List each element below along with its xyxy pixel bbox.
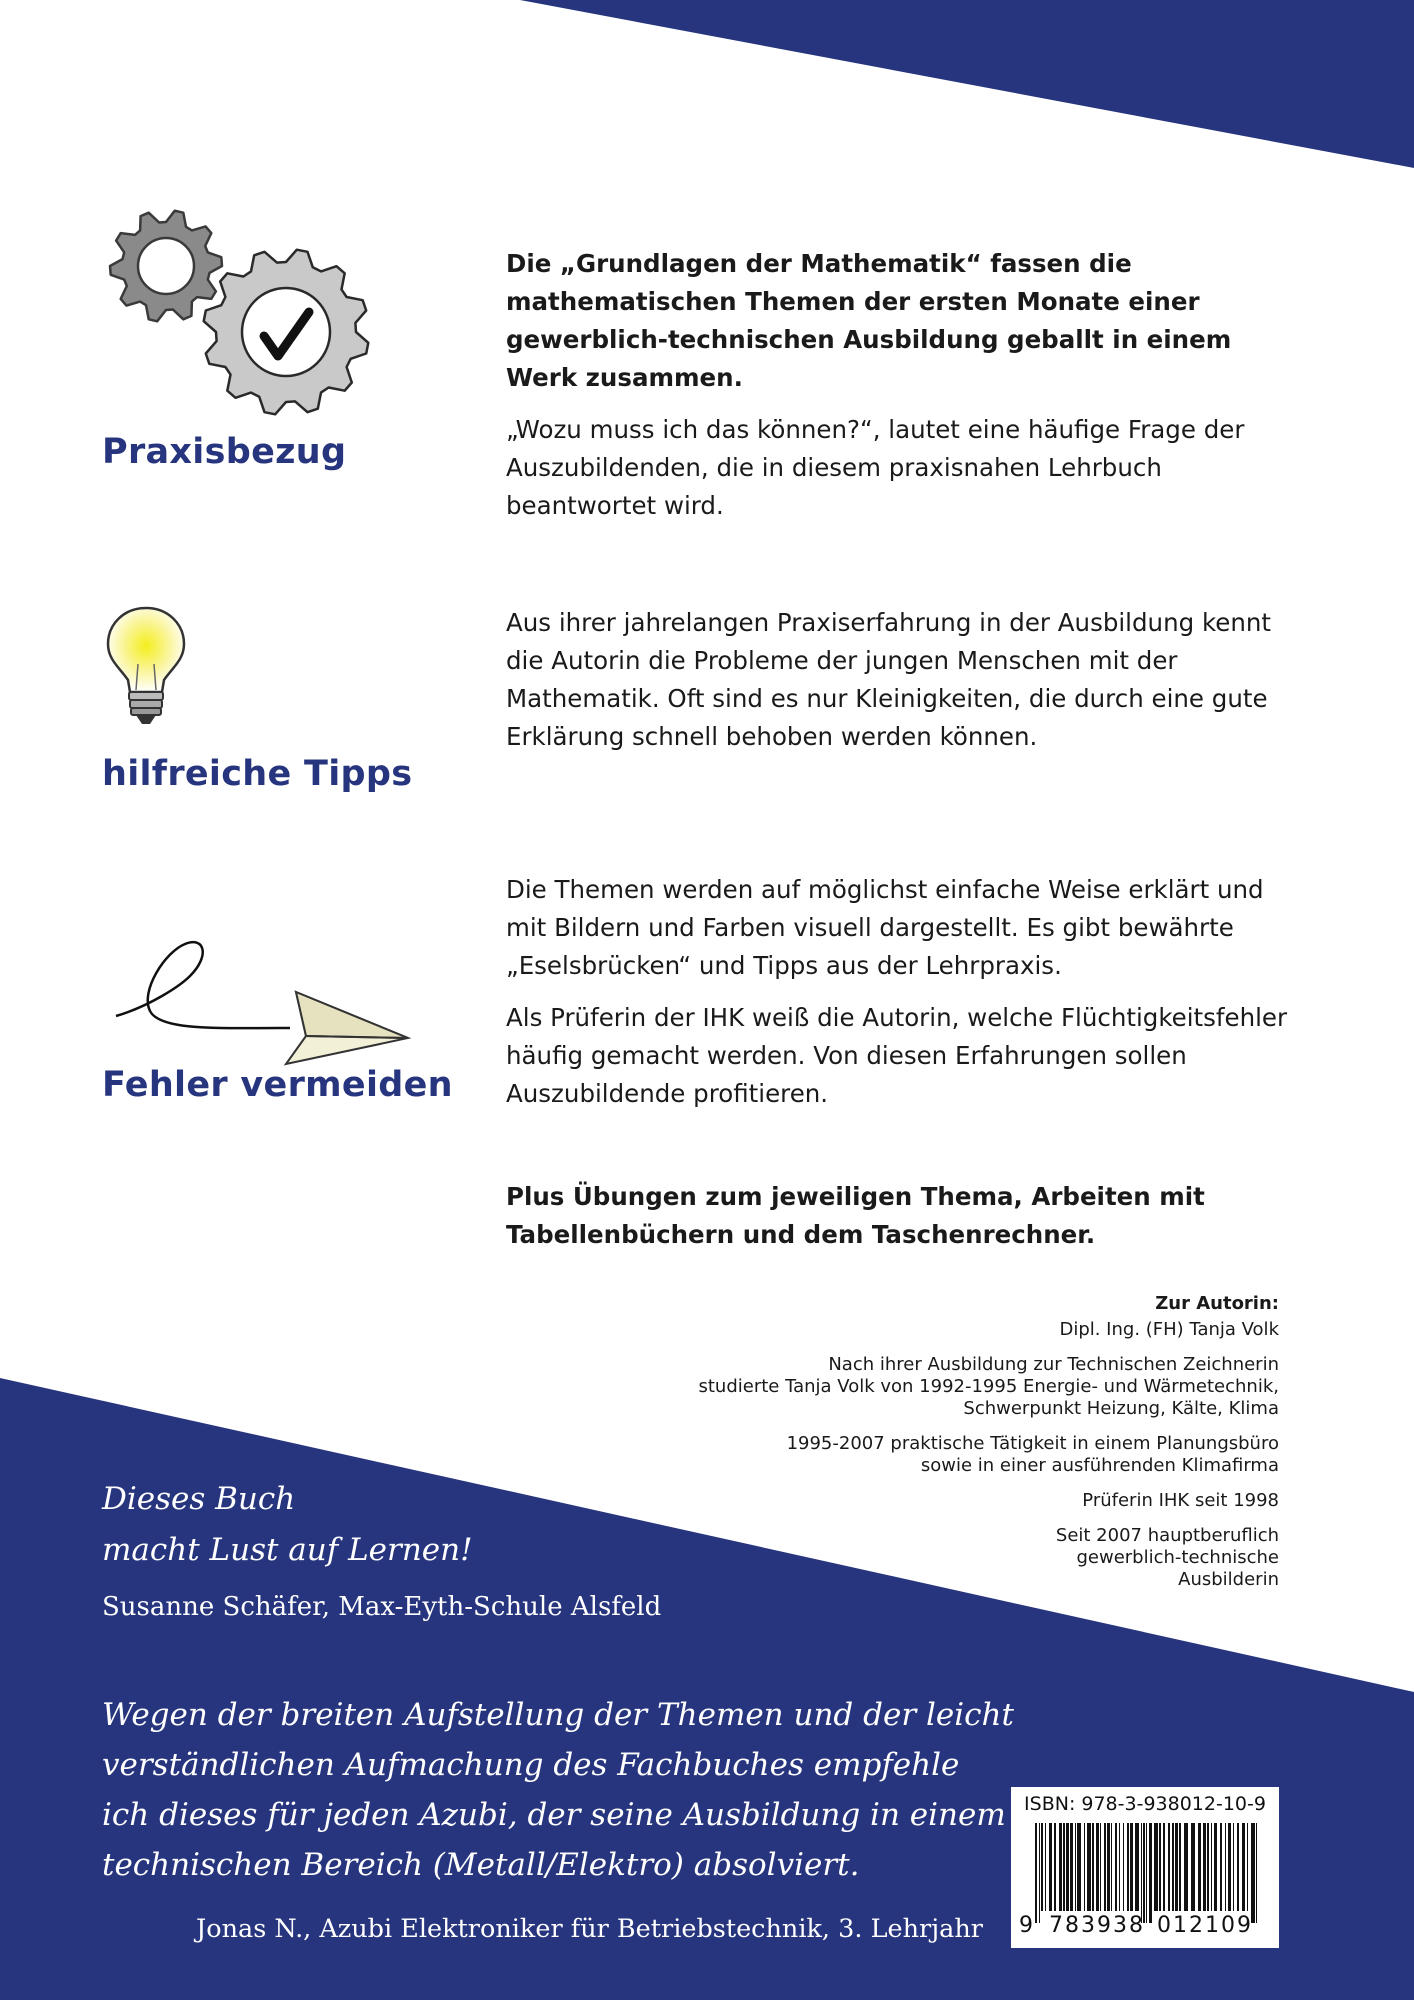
fehler-paragraph-2: Als Prüferin der IHK weiß die Autorin, welche Flüchtigkeitsfehler häufig gemacht werden. Von diesen Erfahrungen sollen Auszubildende profitieren. xyxy=(506,1003,1288,1108)
author-bio-1: Nach ihrer Ausbildung zur Technischen Zeichnerin studierte Tanja Volk von 1992-1995 Energie- und Wärmetechnik, Schwerpunkt Heizung, Kälte, Klima xyxy=(698,1354,1279,1419)
barcode-bar xyxy=(1104,1823,1106,1911)
barcode-bar xyxy=(1198,1823,1201,1911)
barcode-bar xyxy=(1184,1823,1188,1911)
barcode-bar xyxy=(1115,1823,1117,1911)
barcode-bar xyxy=(1146,1823,1147,1923)
section-tipps-text xyxy=(506,604,1306,770)
barcode-bar xyxy=(1163,1823,1165,1911)
barcode-bar xyxy=(1111,1823,1112,1911)
intro-paragraph: „Wozu muss ich das können?“, lautet eine häufige Frage der Auszubildenden, die in diesem praxisnahen Lehrbuch beantwortet wird. xyxy=(506,415,1245,520)
barcode-bar xyxy=(1066,1823,1069,1911)
barcode-bar xyxy=(1149,1823,1152,1923)
author-bio-3: Prüferin IHK seit 1998 xyxy=(1082,1490,1279,1511)
barcode-bar xyxy=(1211,1823,1212,1911)
author-info xyxy=(639,1293,1279,1604)
quote-2-line: technischen Bereich (Metall/Elektro) absolviert. xyxy=(102,1847,860,1883)
quote-1-source: Susanne Schäfer, Max-Eyth-Schule Alsfeld xyxy=(102,1592,662,1622)
quote-1-line: macht Lust auf Lernen! xyxy=(102,1532,473,1568)
barcode-bar xyxy=(1063,1823,1065,1911)
barcode-bar xyxy=(1179,1823,1181,1911)
barcode-bar xyxy=(1220,1823,1222,1911)
barcode-bar xyxy=(1135,1823,1139,1911)
barcode-bar xyxy=(1172,1823,1174,1911)
isbn-label: ISBN: 978-3-938012-10-9 xyxy=(1024,1793,1266,1815)
barcode-bar xyxy=(1039,1823,1040,1923)
barcode-bar xyxy=(1070,1823,1073,1911)
barcode-bar xyxy=(1141,1823,1142,1923)
barcode-bar xyxy=(1077,1823,1081,1911)
feature-label-hilfreiche-tipps: hilfreiche Tipps xyxy=(102,754,413,794)
gears-check-icon xyxy=(106,204,376,424)
barcode-bar xyxy=(1096,1823,1099,1911)
barcode-bar xyxy=(1100,1823,1101,1911)
large-gear-icon xyxy=(204,250,369,415)
small-gear-icon xyxy=(110,211,222,322)
barcode-bar xyxy=(1127,1823,1129,1911)
section-praxisbezug-text xyxy=(506,245,1306,539)
isbn-barcode xyxy=(1011,1787,1279,1948)
quote-1-line: Dieses Buch xyxy=(102,1481,296,1517)
intro-bold-paragraph: Die „Grundlagen der Mathematik“ fassen die mathematischen Themen der ersten Monate einer gewerblich-technischen Ausbildung geballt in einem Werk zusammen. xyxy=(506,249,1232,392)
barcode-bar xyxy=(1075,1823,1076,1911)
barcode-digits-right: 012109 xyxy=(1157,1913,1253,1938)
barcode-bar xyxy=(1035,1823,1037,1923)
barcode-digits-left: 783938 xyxy=(1049,1913,1145,1938)
top-right-navy-band xyxy=(520,0,1414,168)
barcode-bar xyxy=(1207,1823,1209,1911)
barcode-bar xyxy=(1049,1823,1052,1911)
barcode-bar xyxy=(1159,1823,1161,1911)
barcode-bar xyxy=(1143,1823,1145,1923)
barcode-bar xyxy=(1191,1823,1195,1911)
barcode-bar xyxy=(1119,1823,1120,1911)
quote-2-line: verständlichen Aufmachung des Fachbuches empfehle xyxy=(102,1747,960,1783)
barcode-bar xyxy=(1242,1823,1245,1911)
barcode-bar xyxy=(1228,1823,1231,1911)
author-bio-2: 1995-2007 praktische Tätigkeit in einem Planungsbüro sowie in einer ausführenden Klimafirma xyxy=(786,1433,1279,1476)
feature-label-fehler-vermeiden: Fehler vermeiden xyxy=(102,1065,453,1105)
plus-text: Plus Übungen zum jeweiligen Thema, Arbeiten mit Tabellenbüchern und dem Taschenrechner. xyxy=(506,1182,1205,1249)
fehler-paragraph-1: Die Themen werden auf möglichst einfache Weise erklärt und mit Bildern und Farben visuell dargestellt. Es gibt bewährte „Eselsbrücken“ und Tipps aus der Lehrpraxis. xyxy=(506,875,1264,980)
barcode-bar xyxy=(1175,1823,1178,1911)
tipps-paragraph: Aus ihrer jahrelangen Praxiserfahrung in der Ausbildung kennt die Autorin die Probleme der jungen Menschen mit der Mathematik. Oft sind es nur Kleinigkeiten, die durch eine gute Erklärung schnell behoben werden können. xyxy=(506,608,1271,751)
barcode-bar xyxy=(1041,1823,1043,1911)
barcode-bars xyxy=(1035,1823,1257,1923)
author-heading: Zur Autorin: xyxy=(1155,1293,1279,1314)
section-fehler-text xyxy=(506,871,1306,1127)
barcode-bar xyxy=(1054,1823,1056,1911)
barcode-bar xyxy=(1123,1823,1124,1911)
barcode-bar xyxy=(1203,1823,1206,1911)
barcode-bar xyxy=(1214,1823,1217,1911)
barcode-digit-first: 9 xyxy=(1019,1913,1033,1938)
barcode-bar xyxy=(1130,1823,1133,1911)
barcode-bar xyxy=(1092,1823,1094,1911)
paper-plane-icon xyxy=(110,936,420,1076)
barcode-bar xyxy=(1237,1823,1239,1911)
barcode-bar xyxy=(1251,1823,1255,1923)
barcode-bar xyxy=(1256,1823,1257,1923)
feature-label-praxisbezug: Praxisbezug xyxy=(102,432,347,472)
quote-2-source: Jonas N., Azubi Elektroniker für Betriebstechnik, 3. Lehrjahr xyxy=(196,1914,983,1944)
barcode-bar xyxy=(1168,1823,1170,1911)
barcode-bar xyxy=(1233,1823,1234,1911)
barcode-bar xyxy=(1154,1823,1158,1911)
barcode-bar xyxy=(1059,1823,1062,1911)
barcode-bar xyxy=(1045,1823,1046,1911)
author-bio-4: Seit 2007 hauptberuflich gewerblich-technische Ausbilderin xyxy=(1055,1525,1279,1590)
quote-2-line: Wegen der breiten Aufstellung der Themen und der leicht xyxy=(102,1697,1014,1733)
barcode-bar xyxy=(1225,1823,1226,1911)
quote-1 xyxy=(102,1474,473,1576)
barcode-bar xyxy=(1087,1823,1091,1911)
quote-2 xyxy=(102,1690,1014,1890)
quote-2-line: ich dieses für jeden Azubi, der seine Ausbildung in einem xyxy=(102,1797,1006,1833)
barcode-bar xyxy=(1247,1823,1248,1911)
barcode-bar xyxy=(1084,1823,1085,1911)
lightbulb-icon xyxy=(104,604,188,730)
barcode-bar xyxy=(1107,1823,1110,1911)
author-name: Dipl. Ing. (FH) Tanja Volk xyxy=(1059,1319,1279,1340)
